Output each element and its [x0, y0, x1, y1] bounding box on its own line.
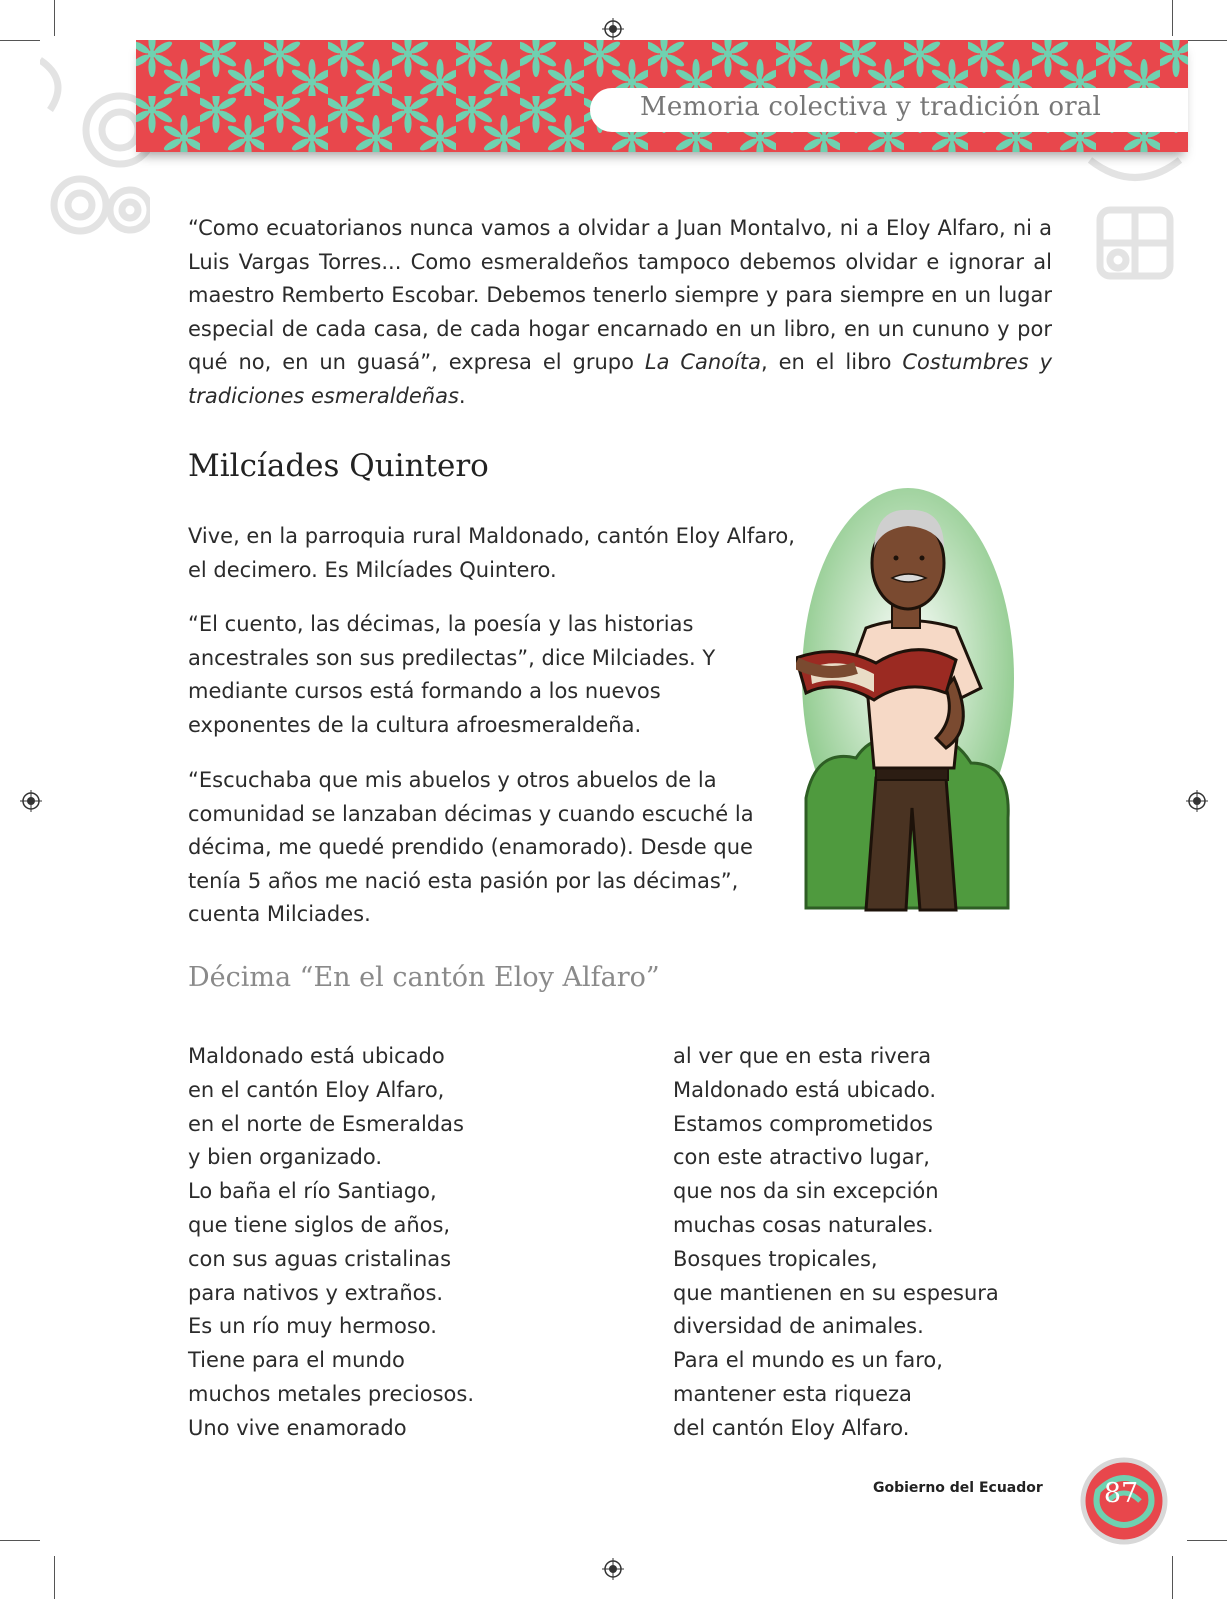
registration-mark-icon	[1186, 790, 1208, 812]
poem-line: y bien organizado.	[188, 1145, 383, 1170]
poem-line: al ver que en esta rivera	[673, 1044, 932, 1068]
poem-line: que mantienen en su espesura	[673, 1280, 999, 1305]
registration-mark-icon	[20, 790, 42, 812]
group-name: La Canoíta	[644, 350, 762, 374]
poem-line: Maldonado está ubicado.	[673, 1077, 937, 1102]
poem-line: que nos da sin excepción	[673, 1179, 939, 1204]
paragraph: “Escuchaba que mis abuelos y otros abuelos de la comunidad se lanzaban décimas y cuando escuché la décima, me quedé prendido (enamorado). Desde que tenía 5 años me nació esta pasión por las décimas”, cuenta Milciades.	[188, 768, 754, 926]
book-title: Costumbres y tradiciones esmeraldeñas	[188, 350, 1052, 408]
footer-label: Gobierno del Ecuador	[873, 1480, 1043, 1496]
poem-line: mantener esta riqueza	[673, 1381, 912, 1406]
intro-text: , en el libro	[761, 350, 903, 374]
intro-text: “Como ecuatorianos nunca vamos a olvidar a Juan Montalvo, ni a Eloy Alfaro, ni a Luis Vargas Torres... Como esmeraldeños tampoco debemos olvidar e ignorar al maestro Remberto Escobar. Debemos tenerlo siempre y para siempre en un lugar especial de cada casa, de cada hogar encarnado en un libro, en un cununo y por qué no, en un guasá”, expresa el grupo	[188, 216, 1052, 374]
poem-line: Es un río muy hermoso.	[188, 1314, 437, 1339]
poem-line: muchas cosas naturales.	[673, 1212, 934, 1237]
poem-line: para nativos y extraños.	[188, 1280, 444, 1305]
poem-line: muchos metales preciosos.	[188, 1381, 474, 1406]
crop-mark	[1172, 1556, 1173, 1599]
poem-line: del cantón Eloy Alfaro.	[673, 1415, 910, 1440]
paragraph: “El cuento, las décimas, la poesía y las historias ancestrales son sus predilectas”, dice Milciades. Y mediante cursos está formando a los nuevos exponentes de la cultura afroesmeraldeña.	[188, 612, 716, 737]
paragraph: Vive, en la parroquia rural Maldonado, cantón Eloy Alfaro, el decimero. Es Milcíades Quintero.	[188, 524, 795, 582]
poem-line: Bosques tropicales,	[673, 1246, 878, 1271]
poem-line: Lo baña el río Santiago,	[188, 1179, 437, 1204]
section-heading: Milcíades Quintero	[188, 448, 489, 484]
registration-mark-icon	[602, 18, 624, 40]
crop-mark	[0, 1540, 40, 1541]
poem-line: diversidad de animales.	[673, 1314, 924, 1339]
intro-quote	[188, 212, 1052, 413]
poem-line: que tiene siglos de años,	[188, 1212, 451, 1237]
poem-left-column	[188, 1040, 474, 1446]
poem-line: Para el mundo es un faro,	[673, 1348, 943, 1373]
poem-line: Tiene para el mundo	[188, 1348, 405, 1373]
registration-mark-icon	[602, 1558, 624, 1580]
poem-line: en el norte de Esmeraldas	[188, 1111, 464, 1136]
poem-line: con sus aguas cristalinas	[188, 1246, 452, 1271]
poem-line: Estamos comprometidos	[673, 1111, 933, 1136]
page-number: 87	[1103, 1478, 1139, 1509]
decorative-swirl-icon	[1080, 150, 1190, 290]
header-title: Memoria colectiva y tradición oral	[640, 92, 1102, 122]
crop-mark	[0, 40, 40, 41]
poem-line: en el cantón Eloy Alfaro,	[188, 1077, 445, 1102]
poem-right-column	[673, 1040, 999, 1446]
poem-line: con este atractivo lugar,	[673, 1145, 930, 1170]
decima-heading: Décima “En el cantón Eloy Alfaro”	[188, 962, 660, 993]
poem-line: Maldonado está ubicado	[188, 1044, 445, 1068]
intro-text: .	[458, 383, 466, 408]
crop-mark	[54, 1556, 55, 1599]
crop-mark	[1187, 40, 1227, 41]
crop-mark	[54, 0, 55, 36]
poem-line: Uno vive enamorado	[188, 1415, 407, 1440]
portrait-illustration	[796, 478, 1016, 918]
decorative-swirl-icon	[40, 40, 150, 250]
crop-mark	[1187, 1540, 1227, 1541]
crop-mark	[1172, 0, 1173, 36]
